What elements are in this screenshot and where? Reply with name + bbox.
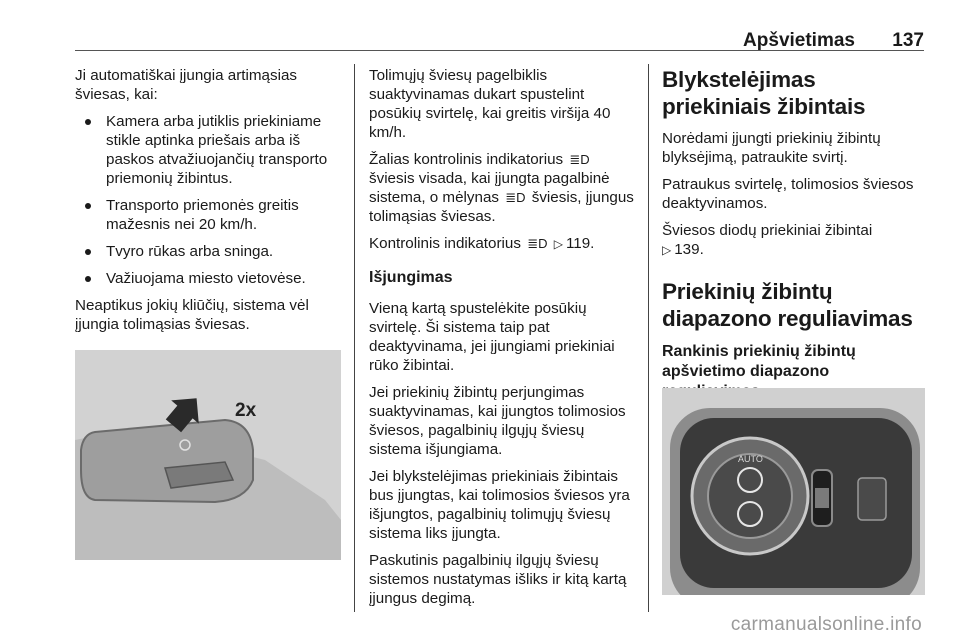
column-right (662, 66, 930, 411)
list-item: Tvyro rūkas arba sninga. (75, 242, 345, 261)
list-item: Transporto priemonės greitis mažesnis nei 20 km/h. (75, 196, 345, 234)
column-middle (369, 66, 637, 616)
paragraph: Jei priekinių žibintų perjungimas suaktyvinamas, kai įjungtos tolimosios šviesos, pagalbinių ilgųjų šviesų sistema išjungiama. (369, 384, 626, 458)
intro-paragraph: Ji automatiškai įjungia artimąsias šviesas, kai: (75, 67, 297, 103)
page-reference-link[interactable]: 139. (674, 241, 704, 258)
list-item: Kamera arba jutiklis priekiniame stikle aptinka priešais arba iš paskos atvažiuojančių transporto priemonių žibintus. (75, 112, 345, 188)
bullet-icon (85, 119, 91, 125)
high-beam-assist-icon: ≣D (527, 236, 548, 251)
section-heading-deactivation: Išjungimas (369, 269, 453, 286)
column-left (75, 66, 345, 379)
bullet-icon (85, 249, 91, 255)
column-divider (354, 64, 355, 612)
subsection-heading-manual: Rankinis priekinių žibintų apšvietimo diapazono (662, 343, 856, 380)
bullet-icon (85, 276, 91, 282)
watermark-text: carmanualsonline.info (730, 614, 922, 635)
page-header (0, 0, 960, 50)
high-beam-icon: ≣D (505, 190, 526, 205)
reference-arrow-icon: ▷ (662, 243, 672, 257)
paragraph: Norėdami įjungti priekinių žibintų blyksėjimą, patraukite svirtį. (662, 130, 881, 166)
paragraph: Vieną kartą spustelėkite posūkių svirtelę. Ši sistema taip pat deaktyvinama, jei įjungiami priekiniai rūko žibintai. (369, 300, 615, 374)
light-switch-drawing (662, 388, 925, 595)
page-number: 137 (892, 30, 924, 51)
paragraph: Kontrolinis indikatorius ≣D ▷ 119. (369, 235, 595, 252)
turn-signal-lever-illustration (75, 350, 341, 560)
paragraph: Žalias kontrolinis indikatorius ≣D šviesis visada, kai įjungta pagalbinė sistema, o mėlynas ≣D šviesis, įjungus tolimąsias šviesas. (369, 151, 634, 225)
lever-drawing (75, 350, 341, 560)
section-heading-range: Priekinių žibintų diapazono reguliavimas (662, 279, 913, 331)
light-switch-illustration (662, 388, 925, 595)
high-beam-assist-icon: ≣D (569, 152, 590, 167)
paragraph: Šviesos diodų priekiniai žibintai ▷ 139. (662, 222, 873, 258)
column-divider (648, 64, 649, 612)
header-divider (75, 50, 924, 51)
bullet-icon (85, 203, 91, 209)
conditions-list (75, 112, 345, 288)
page-reference-link[interactable]: 119. (565, 235, 595, 252)
list-item: Važiuojama miesto vietovėse. (75, 269, 345, 288)
auto-label: AUTO (738, 454, 763, 464)
paragraph: Patraukus svirtelę, tolimosios šviesos deaktyvinamos. (662, 176, 914, 212)
section-title: Apšvietimas (743, 30, 855, 51)
section-heading-flash: Blykstelėjimas priekiniais žibintais (662, 67, 866, 119)
paragraph: Neaptikus jokių kliūčių, sistema vėl įjungia tolimąsias šviesas. (75, 297, 309, 333)
double-click-label: 2x (235, 400, 257, 421)
paragraph: Tolimųjų šviesų pagelbiklis suaktyvinamas dukart spustelint posūkių svirtelę, kai greitis viršija 40 km/h. (369, 67, 611, 141)
paragraph: Paskutinis pagalbinių ilgųjų šviesų sistemos nustatymas išliks ir kitą kartą įjungus degimą. (369, 552, 627, 607)
reference-arrow-icon: ▷ (553, 237, 563, 251)
paragraph: Jei blykstelėjimas priekiniais žibintais bus įjungtas, kai tolimosios šviesos yra išjungtos, pagalbinių tolimųjų šviesų sistema liks įjungta. (369, 468, 630, 542)
